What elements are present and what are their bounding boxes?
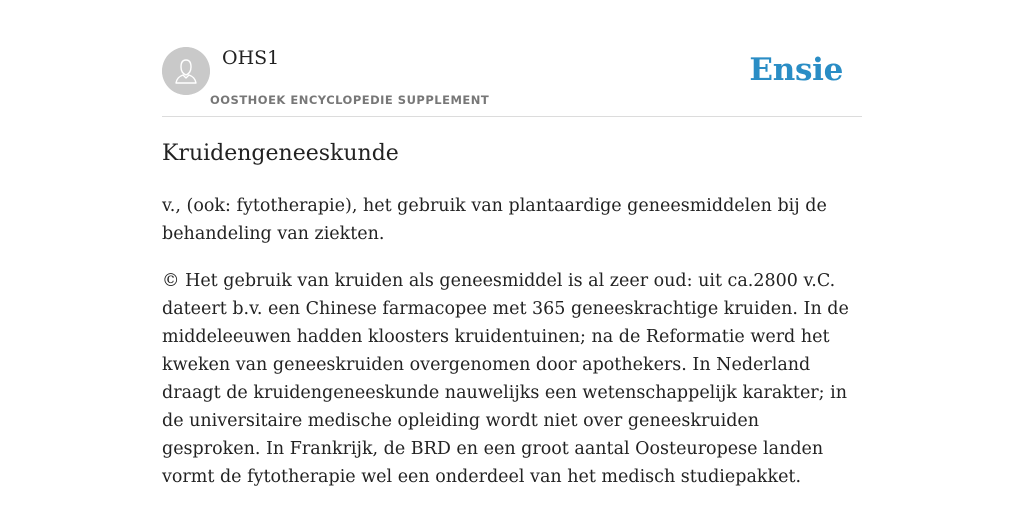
source-code[interactable]: OHS1 bbox=[222, 47, 280, 69]
source-name[interactable]: OOSTHOEK ENCYCLOPEDIE SUPPLEMENT bbox=[210, 93, 490, 107]
ensie-logo[interactable]: Ensie bbox=[749, 52, 843, 88]
user-icon bbox=[162, 47, 210, 95]
header bbox=[162, 46, 862, 117]
avatar[interactable] bbox=[162, 47, 210, 95]
article-paragraph: v., (ook: fytotherapie), het gebruik van plantaardige geneesmiddelen bij de behandeling van ziekten. bbox=[162, 196, 827, 244]
article-paragraph: © Het gebruik van kruiden als geneesmiddel is al zeer oud: uit ca.2800 v.C. dateert b.v. een Chinese farmacopee met 365 geneeskrachtige kruiden. In de middeleeuwen hadden kloosters kruidentuinen; na de Reformatie werd het kweken van geneeskruiden overgenomen door apothekers. In Nederland draagt de kruidengeneeskunde nauwelijks een wetenschappelijk karakter; in de universitaire medische opleiding wordt niet over geneeskruiden gesproken. In Frankrijk, de BRD en een groot aantal Oosteuropese landen vormt de fytotherapie wel een onderdeel van het medisch studiepakket. bbox=[162, 271, 849, 487]
page-title: Kruidengeneeskunde bbox=[162, 141, 399, 166]
article bbox=[162, 138, 862, 491]
